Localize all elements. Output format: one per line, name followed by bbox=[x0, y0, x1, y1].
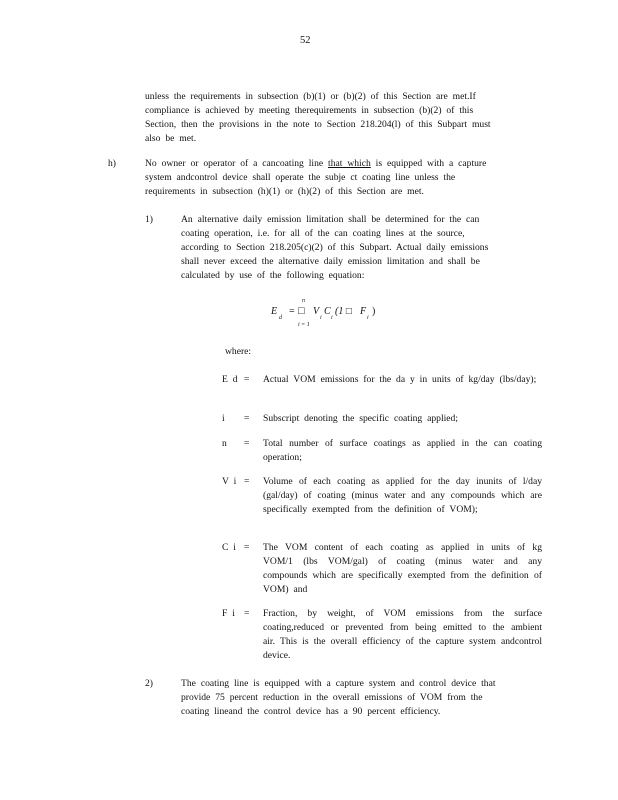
definition-text: Fraction, by weight, of VOM emissions from the surface coating,reduced or prevented from being emitted to the ambient air. This is the overall efficiency of the capture system andcontrol device. bbox=[263, 608, 542, 661]
definition-text: The VOM content of each coating as applied in units of kg VOM/1 (lbs VOM/gal) of coating (minus water and any compounds which are specifically exempted from the definition of VOM) and bbox=[263, 542, 542, 595]
equation-volume: V bbox=[313, 306, 320, 317]
section-h-label: h) bbox=[108, 158, 116, 169]
definition-text: Actual VOM emissions for the da y in units of kg/day (lbs/day); bbox=[263, 374, 537, 385]
item-2-line: The coating line is equipped with a capture system and control device that bbox=[181, 678, 496, 689]
definition-equals: = bbox=[244, 542, 250, 553]
definition-text: Subscript denoting the specific coating applied; bbox=[263, 413, 459, 424]
definition-text: Total number of surface coatings as applied in the can coating operation; bbox=[263, 438, 542, 463]
summation-symbol: □ bbox=[298, 305, 305, 317]
definition-symbol: V i bbox=[222, 476, 237, 487]
section-h-text: No owner or operator of a cancoating line bbox=[145, 158, 329, 169]
definition-symbol: E d bbox=[222, 374, 238, 385]
where-label: where: bbox=[225, 346, 252, 357]
intro-line: unless the requirements in subsection (b)(1) or (b)(2) of this Section are met.If bbox=[145, 91, 476, 102]
sum-upper-limit: n bbox=[302, 298, 305, 304]
sum-lower-limit: i = 1 bbox=[298, 322, 310, 328]
intro-line: also be met. bbox=[145, 133, 197, 144]
item-1-label: 1) bbox=[145, 214, 153, 225]
item-1-line: An alternative daily emission limitation shall be determined for the can bbox=[181, 214, 480, 225]
intro-line: Section, then the provisions in the note to Section 218.204(l) of this Subpart must bbox=[145, 119, 491, 130]
item-1-paragraph bbox=[181, 213, 488, 283]
definition-symbol: n bbox=[222, 438, 227, 449]
equation-lhs-subscript: d bbox=[279, 315, 282, 321]
intro-paragraph bbox=[145, 90, 491, 146]
definition-symbol: F i bbox=[222, 608, 235, 619]
equation-equals: = bbox=[289, 306, 295, 317]
definition-equals: = bbox=[244, 374, 250, 385]
section-h-line: system andcontrol device shall operate the subje ct coating line unless the bbox=[145, 172, 456, 183]
item-2-paragraph bbox=[181, 677, 496, 719]
intro-line: compliance is achieved by meeting therequirements in subsection (b)(2) of this bbox=[145, 105, 474, 116]
equation-paren-close: ) bbox=[372, 306, 376, 317]
item-2-line: provide 75 percent reduction in the overall emissions of VOM from the bbox=[181, 692, 483, 703]
equation-content: C bbox=[324, 306, 331, 317]
section-h-paragraph bbox=[145, 157, 486, 199]
section-h-line: requirements in subsection (h)(1) or (h)(2) of this Section are met. bbox=[145, 186, 424, 197]
page-number: 52 bbox=[300, 35, 311, 46]
definition-equals: = bbox=[244, 438, 250, 449]
definition-equals: = bbox=[244, 608, 250, 619]
item-2-label: 2) bbox=[145, 678, 153, 689]
equation-fraction-subscript: i bbox=[367, 315, 369, 321]
underlined-phrase: that which bbox=[328, 158, 371, 169]
equation-paren-open: (1 □ bbox=[335, 306, 355, 317]
equation-lhs: E bbox=[271, 306, 278, 317]
item-1-line: shall never exceed the alternative daily emission limitation and shall be bbox=[181, 256, 480, 267]
equation-content-subscript: i bbox=[331, 315, 333, 321]
definition-text: Volume of each coating as applied for the day inunits of l/day (gal/day) of coating (minus water and any compounds which are specifically exempted from the definition of VOM); bbox=[263, 476, 542, 515]
section-h-text: is equipped with a capture bbox=[370, 158, 487, 169]
equation-fraction: F bbox=[360, 306, 367, 317]
equation bbox=[271, 298, 391, 330]
section-h-line bbox=[145, 157, 486, 171]
definition-equals: = bbox=[244, 476, 250, 487]
equation-volume-subscript: i bbox=[320, 315, 322, 321]
item-2-line: coating lineand the control device has a 90 percent efficiency. bbox=[181, 706, 441, 717]
definition-equals: = bbox=[244, 413, 250, 424]
item-1-line: according to Section 218.205(c)(2) of this Subpart. Actual daily emissions bbox=[181, 242, 489, 253]
item-1-line: coating operation, i.e. for all of the can coating lines at the source, bbox=[181, 228, 465, 239]
item-1-line: calculated by use of the following equation: bbox=[181, 270, 365, 281]
definition-symbol: C i bbox=[222, 542, 236, 553]
definition-symbol: i bbox=[222, 413, 225, 424]
